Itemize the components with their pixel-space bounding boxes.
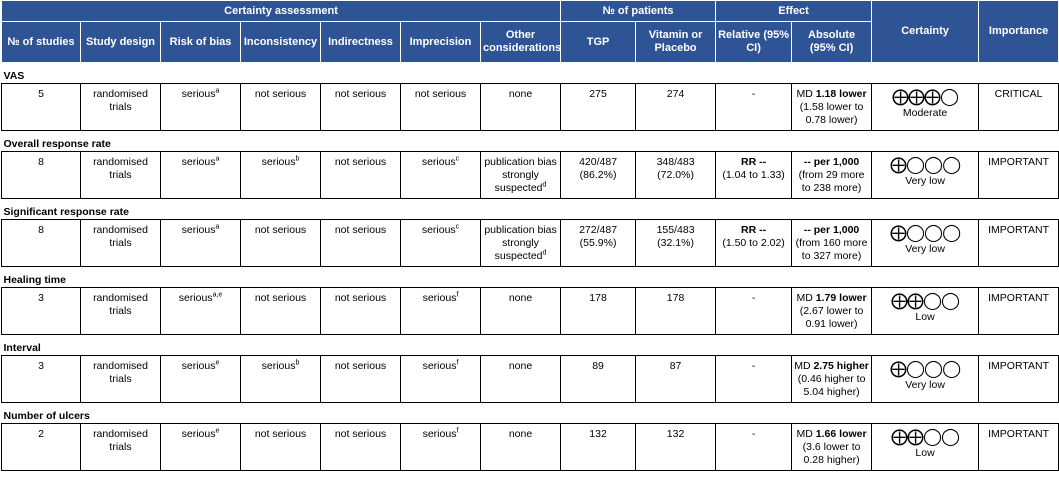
absolute-text: (3.6 lower to 0.28 higher)	[802, 441, 861, 466]
cell-control: 348/483 (72.0%)	[636, 152, 716, 199]
cell-inconsistency	[241, 424, 321, 471]
certainty-circles-icon: ⨁⨁⨁◯	[892, 87, 959, 107]
footnote-marker: a	[215, 155, 220, 163]
cell-imprecision	[401, 288, 481, 335]
header-certainty-assessment: Certainty assessment	[2, 1, 561, 22]
header-num-studies: № of studies	[2, 22, 81, 63]
other-text: publication bias strongly suspected	[484, 224, 557, 262]
table-row	[2, 84, 1059, 131]
cell-relative	[716, 84, 792, 131]
other-text: none	[508, 360, 533, 372]
inconsistency-text: not serious	[254, 88, 307, 100]
section-title: VAS	[3, 70, 25, 82]
section-title: Interval	[3, 342, 41, 354]
footnote-marker: f	[456, 291, 459, 299]
cell-design: randomised trials	[81, 84, 161, 131]
certainty-circles-icon: ⨁◯◯◯	[890, 155, 961, 175]
cell-indirectness: not serious	[321, 288, 401, 335]
cell-certainty	[872, 424, 979, 471]
absolute-bold: 1.79 lower	[815, 292, 867, 304]
header-relative: Relative (95% CI)	[716, 22, 792, 63]
absolute-text: (from 160 more to 327 more)	[795, 237, 868, 262]
cell-tgp: 178	[561, 288, 636, 335]
cell-relative	[716, 220, 792, 267]
cell-importance: IMPORTANT	[979, 288, 1059, 335]
rob-text: serious	[181, 428, 216, 440]
inconsistency-text: not serious	[254, 428, 307, 440]
relative-text: -	[751, 292, 756, 304]
cell-design: randomised trials	[81, 288, 161, 335]
rob-text: serious	[181, 360, 216, 372]
cell-other-considerations	[481, 84, 561, 131]
section-title: Number of ulcers	[3, 410, 90, 422]
imprecision-text: serious	[422, 360, 457, 372]
section-title: Healing time	[3, 274, 66, 286]
other-text: none	[508, 292, 533, 304]
imprecision-text: serious	[421, 224, 456, 236]
cell-other-considerations	[481, 220, 561, 267]
cell-inconsistency	[241, 84, 321, 131]
cell-tgp: 272/487 (55.9%)	[561, 220, 636, 267]
cell-importance: IMPORTANT	[979, 220, 1059, 267]
inconsistency-text: serious	[261, 360, 296, 372]
absolute-bold: 2.75 higher	[813, 360, 869, 372]
cell-imprecision	[401, 152, 481, 199]
footnote-marker: d	[542, 181, 547, 189]
header-inconsistency: Inconsistency	[241, 22, 321, 63]
cell-imprecision	[401, 220, 481, 267]
cell-studies: 8	[2, 220, 81, 267]
header-absolute: Absolute (95% CI)	[792, 22, 872, 63]
cell-risk-of-bias	[161, 288, 241, 335]
cell-absolute	[792, 424, 872, 471]
section-row	[2, 335, 1059, 356]
other-text: none	[508, 88, 533, 100]
footnote-marker: f	[456, 359, 459, 367]
imprecision-text: serious	[422, 428, 457, 440]
cell-control: 274	[636, 84, 716, 131]
table-row	[2, 220, 1059, 267]
footnote-marker: c	[455, 155, 460, 163]
footnote-marker: d	[542, 249, 547, 257]
certainty-label: Low	[915, 311, 935, 323]
table-row	[2, 152, 1059, 199]
cell-indirectness: not serious	[321, 424, 401, 471]
table-row	[2, 424, 1059, 471]
table-row	[2, 356, 1059, 403]
header-num-patients: № of patients	[561, 1, 716, 22]
cell-absolute	[792, 356, 872, 403]
cell-absolute	[792, 220, 872, 267]
cell-inconsistency	[241, 220, 321, 267]
cell-relative	[716, 152, 792, 199]
header-imprecision: Imprecision	[401, 22, 481, 63]
cell-importance: IMPORTANT	[979, 152, 1059, 199]
header-effect: Effect	[716, 1, 872, 22]
other-text: none	[508, 428, 533, 440]
imprecision-text: not serious	[414, 88, 467, 100]
inconsistency-text: not serious	[254, 292, 307, 304]
header-study-design: Study design	[81, 22, 161, 63]
cell-certainty	[872, 84, 979, 131]
cell-risk-of-bias	[161, 220, 241, 267]
footnote-marker: a	[215, 87, 220, 95]
cell-indirectness: not serious	[321, 356, 401, 403]
footnote-marker: b	[295, 155, 300, 163]
cell-certainty	[872, 288, 979, 335]
footnote-marker: a,e	[212, 291, 223, 299]
cell-tgp: 132	[561, 424, 636, 471]
cell-other-considerations	[481, 152, 561, 199]
cell-inconsistency	[241, 288, 321, 335]
cell-control: 178	[636, 288, 716, 335]
imprecision-text: serious	[422, 292, 457, 304]
cell-indirectness: not serious	[321, 220, 401, 267]
relative-text: -	[751, 88, 756, 100]
absolute-bold: -- per 1,000	[803, 156, 860, 168]
cell-tgp: 89	[561, 356, 636, 403]
section-title: Overall response rate	[3, 138, 111, 150]
absolute-prefix: MD	[796, 428, 816, 440]
cell-relative	[716, 288, 792, 335]
cell-studies: 3	[2, 288, 81, 335]
cell-other-considerations	[481, 424, 561, 471]
certainty-circles-icon: ⨁⨁◯◯	[891, 291, 960, 311]
certainty-label: Very low	[905, 175, 945, 187]
rob-text: serious	[181, 224, 216, 236]
absolute-prefix: MD	[796, 88, 816, 100]
inconsistency-text: not serious	[254, 224, 307, 236]
table-row	[2, 288, 1059, 335]
rob-text: serious	[181, 88, 216, 100]
cell-indirectness: not serious	[321, 152, 401, 199]
table-body	[2, 63, 1059, 471]
cell-absolute	[792, 288, 872, 335]
footnote-marker: b	[295, 359, 300, 367]
cell-importance: IMPORTANT	[979, 356, 1059, 403]
relative-text: -	[751, 360, 756, 372]
absolute-text: (2.67 lower to 0.91 lower)	[799, 305, 864, 330]
cell-control: 87	[636, 356, 716, 403]
cell-certainty	[872, 152, 979, 199]
inconsistency-text: serious	[261, 156, 296, 168]
cell-inconsistency	[241, 356, 321, 403]
absolute-prefix: MD	[796, 292, 816, 304]
cell-importance: IMPORTANT	[979, 424, 1059, 471]
footnote-marker: a	[215, 223, 220, 231]
cell-other-considerations	[481, 356, 561, 403]
certainty-label: Very low	[905, 243, 945, 255]
absolute-bold: 1.66 lower	[815, 428, 867, 440]
footnote-marker: e	[215, 427, 220, 435]
cell-imprecision	[401, 424, 481, 471]
section-row	[2, 199, 1059, 220]
header-tgp: TGP	[561, 22, 636, 63]
certainty-label: Low	[915, 447, 935, 459]
imprecision-text: serious	[421, 156, 456, 168]
cell-other-considerations	[481, 288, 561, 335]
relative-text: (1.50 to 2.02)	[722, 237, 785, 249]
section-row	[2, 267, 1059, 288]
relative-text: (1.04 to 1.33)	[722, 169, 785, 181]
cell-absolute	[792, 84, 872, 131]
cell-design: randomised trials	[81, 424, 161, 471]
cell-design: randomised trials	[81, 356, 161, 403]
cell-studies: 8	[2, 152, 81, 199]
cell-tgp: 420/487 (86.2%)	[561, 152, 636, 199]
cell-risk-of-bias	[161, 356, 241, 403]
cell-control: 155/483 (32.1%)	[636, 220, 716, 267]
absolute-prefix: MD	[794, 360, 814, 372]
cell-importance: CRITICAL	[979, 84, 1059, 131]
absolute-text: (from 29 more to 238 more)	[798, 169, 865, 194]
certainty-label: Very low	[905, 379, 945, 391]
cell-absolute	[792, 152, 872, 199]
cell-studies: 3	[2, 356, 81, 403]
absolute-bold: -- per 1,000	[803, 224, 860, 236]
certainty-label: Moderate	[902, 107, 948, 119]
cell-indirectness: not serious	[321, 84, 401, 131]
cell-inconsistency	[241, 152, 321, 199]
relative-bold: RR --	[741, 224, 767, 236]
certainty-circles-icon: ⨁◯◯◯	[890, 359, 961, 379]
relative-text: -	[751, 428, 756, 440]
header-other-considerations: Other considerations	[481, 22, 561, 63]
cell-imprecision	[401, 84, 481, 131]
cell-design: randomised trials	[81, 152, 161, 199]
cell-studies: 5	[2, 84, 81, 131]
cell-design: randomised trials	[81, 220, 161, 267]
section-row	[2, 131, 1059, 152]
other-text: publication bias strongly suspected	[484, 156, 557, 194]
footnote-marker: e	[215, 359, 220, 367]
certainty-circles-icon: ⨁⨁◯◯	[891, 427, 960, 447]
header-importance: Importance	[979, 1, 1059, 63]
rob-text: serious	[181, 156, 216, 168]
absolute-bold: 1.18 lower	[815, 88, 867, 100]
footnote-marker: c	[455, 223, 460, 231]
header-certainty: Certainty	[872, 1, 979, 63]
header-vitamin-placebo: Vitamin or Placebo	[636, 22, 716, 63]
absolute-text: (1.58 lower to 0.78 lower)	[799, 101, 864, 126]
cell-risk-of-bias	[161, 152, 241, 199]
grade-evidence-table	[1, 0, 1059, 471]
cell-studies: 2	[2, 424, 81, 471]
relative-bold: RR --	[741, 156, 767, 168]
section-row	[2, 403, 1059, 424]
absolute-text: (0.46 higher to 5.04 higher)	[797, 373, 866, 398]
cell-relative	[716, 356, 792, 403]
cell-certainty	[872, 356, 979, 403]
cell-relative	[716, 424, 792, 471]
cell-tgp: 275	[561, 84, 636, 131]
header-risk-of-bias: Risk of bias	[161, 22, 241, 63]
cell-imprecision	[401, 356, 481, 403]
section-row	[2, 63, 1059, 84]
header-indirectness: Indirectness	[321, 22, 401, 63]
footnote-marker: f	[456, 427, 459, 435]
rob-text: serious	[178, 292, 213, 304]
cell-risk-of-bias	[161, 84, 241, 131]
cell-control: 132	[636, 424, 716, 471]
cell-risk-of-bias	[161, 424, 241, 471]
cell-certainty	[872, 220, 979, 267]
certainty-circles-icon: ⨁◯◯◯	[890, 223, 961, 243]
section-title: Significant response rate	[3, 206, 129, 218]
